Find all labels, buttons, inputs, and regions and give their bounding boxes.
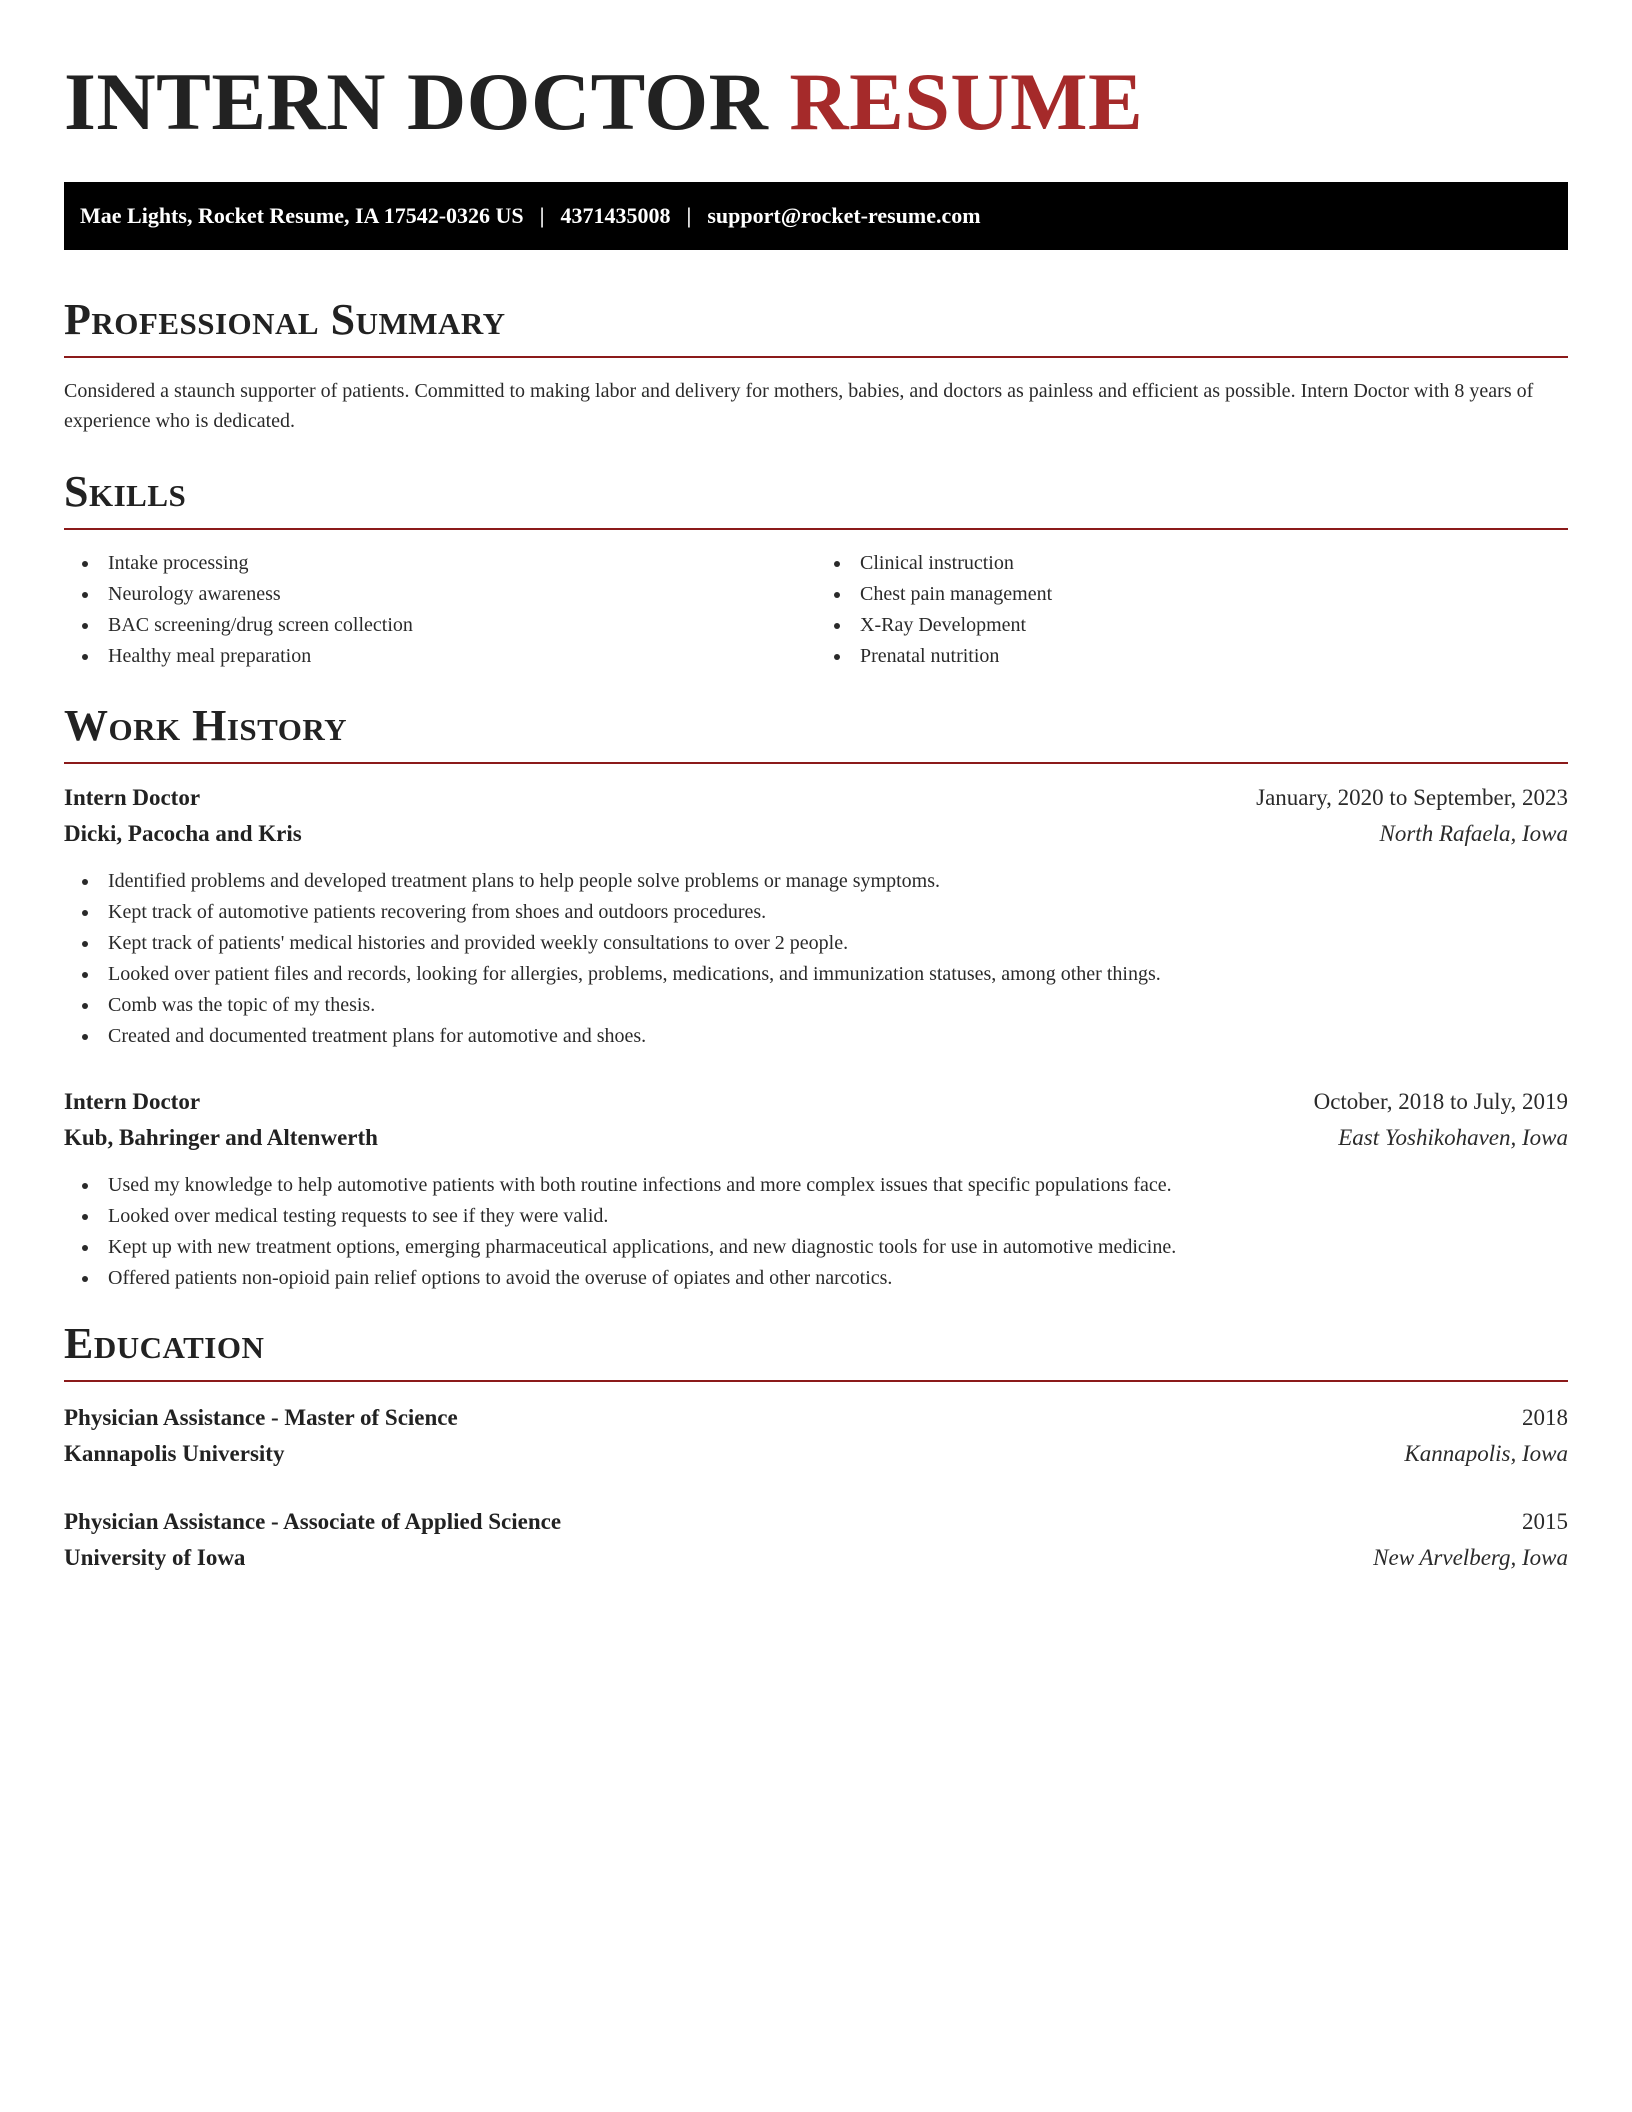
skill-item: Healthy meal preparation	[64, 641, 816, 672]
skill-item: Intake processing	[64, 548, 816, 579]
contact-phone: 4371435008	[560, 203, 671, 228]
degree-year: 2018	[1522, 1405, 1568, 1430]
skills-grid	[64, 548, 1568, 672]
skill-item: BAC screening/drug screen collection	[64, 610, 816, 641]
skill-item: Chest pain management	[816, 579, 1568, 610]
job-title: Intern Doctor	[64, 1089, 201, 1114]
summary-section	[64, 294, 1568, 436]
education-heading: Education	[64, 1318, 1568, 1382]
school-location: Kannapolis, Iowa	[1404, 1441, 1568, 1466]
education-entry	[64, 1504, 1568, 1576]
summary-heading: Professional Summary	[64, 294, 1568, 358]
contact-separator: |	[686, 203, 692, 228]
job-title-row	[64, 1084, 1568, 1120]
degree-row	[64, 1400, 1568, 1436]
job-title: Intern Doctor	[64, 785, 201, 810]
skill-item: Neurology awareness	[64, 579, 816, 610]
job-company: Kub, Bahringer and Altenwerth	[64, 1125, 378, 1150]
skills-section	[64, 466, 1568, 672]
degree: Physician Assistance - Master of Science	[64, 1405, 458, 1430]
job-bullet: Used my knowledge to help automotive patients with both routine infections and more complex issues that specific populations face.	[64, 1170, 1568, 1201]
job-title-row	[64, 780, 1568, 816]
skills-list-left	[64, 548, 816, 672]
degree-year: 2015	[1522, 1509, 1568, 1534]
degree-row	[64, 1504, 1568, 1540]
title-main: INTERN DOCTOR	[64, 56, 769, 147]
skills-heading: Skills	[64, 466, 1568, 530]
job-bullet: Kept up with new treatment options, emerging pharmaceutical applications, and new diagnostic tools for use in automotive medicine.	[64, 1232, 1568, 1263]
job-dates: January, 2020 to September, 2023	[1256, 785, 1568, 810]
job-company-row	[64, 1120, 1568, 1156]
contact-address: Mae Lights, Rocket Resume, IA 17542-0326 US	[80, 203, 524, 228]
job-bullet: Comb was the topic of my thesis.	[64, 990, 1568, 1021]
job-company: Dicki, Pacocha and Kris	[64, 821, 302, 846]
job-bullet: Kept track of automotive patients recovering from shoes and outdoors procedures.	[64, 897, 1568, 928]
job-location: North Rafaela, Iowa	[1379, 821, 1568, 846]
contact-separator: |	[539, 203, 545, 228]
summary-text: Considered a staunch supporter of patients. Committed to making labor and delivery for mothers, babies, and doctors as painless and efficient as possible. Intern Doctor with 8 years of experience who is dedicated.	[64, 380, 1534, 432]
school: Kannapolis University	[64, 1441, 285, 1466]
school-row	[64, 1436, 1568, 1472]
skill-item: Clinical instruction	[816, 548, 1568, 579]
job-bullets	[64, 1170, 1568, 1294]
school-row	[64, 1540, 1568, 1576]
job-bullet: Kept track of patients' medical histories and provided weekly consultations to over 2 people.	[64, 928, 1568, 959]
work-section	[64, 700, 1568, 1294]
contact-bar	[64, 182, 1568, 250]
skill-item: X-Ray Development	[816, 610, 1568, 641]
job-location: East Yoshikohaven, Iowa	[1338, 1125, 1568, 1150]
job-bullet: Looked over patient files and records, looking for allergies, problems, medications, and immunization statuses, among other things.	[64, 959, 1568, 990]
education-section	[64, 1318, 1568, 1576]
job-entry	[64, 1084, 1568, 1294]
job-bullet: Offered patients non-opioid pain relief options to avoid the overuse of opiates and other narcotics.	[64, 1263, 1568, 1294]
work-heading: Work History	[64, 700, 1568, 764]
job-bullets	[64, 866, 1568, 1052]
job-bullet: Identified problems and developed treatment plans to help people solve problems or manage symptoms.	[64, 866, 1568, 897]
degree: Physician Assistance - Associate of Applied Science	[64, 1509, 562, 1534]
job-bullet: Looked over medical testing requests to see if they were valid.	[64, 1201, 1568, 1232]
job-bullet: Created and documented treatment plans for automotive and shoes.	[64, 1021, 1568, 1052]
job-company-row	[64, 816, 1568, 852]
school-location: New Arvelberg, Iowa	[1373, 1545, 1568, 1570]
job-entry	[64, 780, 1568, 1052]
title-accent: RESUME	[789, 56, 1144, 147]
school: University of Iowa	[64, 1545, 246, 1570]
resume-title	[64, 54, 1568, 150]
job-dates: October, 2018 to July, 2019	[1313, 1089, 1568, 1114]
education-entry	[64, 1400, 1568, 1472]
skills-list-right	[816, 548, 1568, 672]
skill-item: Prenatal nutrition	[816, 641, 1568, 672]
contact-email: support@rocket-resume.com	[707, 203, 981, 228]
